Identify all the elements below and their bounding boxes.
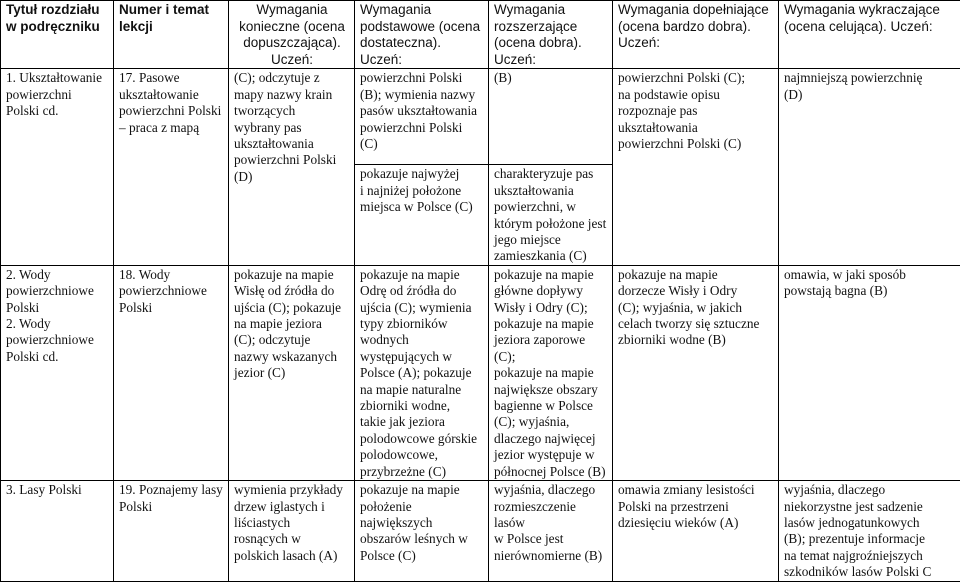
cell-wykraczajace: wyjaśnia, dlaczego niekorzystne jest sadzenie lasów jednogatunkowych (B); prezentuje informacje na temat najgroźniejszych szkodników lasów Polski C [779,481,960,582]
header-row [1,1,960,69]
cell-dopelniajace: pokazuje na mapie dorzecze Wisły i Odry (C); wyjaśnia, w jakich celach tworzy się sztuczne zbiorniki wodne (B) [613,265,779,480]
header-chapter: Tytuł rozdziału w podręczniku [1,1,114,69]
cell-chapter: 1. Ukształtowanie powierzchni Polski cd. [1,69,114,265]
cell-chapter: 3. Lasy Polski [1,481,114,582]
table-row [1,69,960,165]
cell-lesson: 18. Wody powierzchniowe Polski [114,265,229,480]
table-row [1,265,960,480]
header-dopelniajace: Wymagania dopełniające (ocena bardzo dobra). Uczeń: [613,1,779,69]
cell-lesson: 19. Poznajemy lasy Polski [114,481,229,582]
cell-rozszerzajace: wyjaśnia, dlaczego rozmieszczenie lasów w Polsce jest nierównomierne (B) [489,481,613,582]
header-podstawowe: Wymagania podstawowe (ocena dostateczna). Uczeń: [355,1,489,69]
cell-konieczne: pokazuje na mapie Wisłę od źródła do ujścia (C); pokazuje na mapie jeziora (C); odczytuje nazwy wskazanych jezior (C) [229,265,355,480]
cell-rozszerzajace: pokazuje na mapie główne dopływy Wisły i Odry (C); pokazuje na mapie jeziora zaporowe (C); pokazuje na mapie największe obszary bagienne w Polsce (C); wyjaśnia, dlaczego najwięcej jezior występuje w północnej Polsce (B) [489,265,613,480]
cell-rozszerzajace: charakteryzuje pas ukształtowania powierzchni, w którym położone jest jego miejsce zamieszkania (C) [489,165,613,265]
cell-podstawowe: pokazuje najwyżej i najniżej położone miejsca w Polsce (C) [355,165,489,265]
cell-konieczne: (C); odczytuje z mapy nazwy krain tworzących wybrany pas ukształtowania powierzchni Polski (D) [229,69,355,265]
cell-wykraczajace: omawia, w jaki sposób powstają bagna (B) [779,265,960,480]
cell-dopelniajace: powierzchni Polski (C); na podstawie opisu rozpoznaje pas ukształtowania powierzchni Polski (C) [613,69,779,265]
cell-lesson: 17. Pasowe ukształtowanie powierzchni Polski – praca z mapą [114,69,229,265]
header-lesson: Numer i temat lekcji [114,1,229,69]
cell-rozszerzajace: (B) [489,69,613,165]
header-konieczne: Wymagania konieczne (ocena dopuszczająca). Uczeń: [229,1,355,69]
cell-podstawowe: pokazuje na mapie Odrę od źródła do ujścia (C); wymienia typy zbiorników wodnych występujących w Polsce (A); pokazuje na mapie naturalne zbiorniki wodne, takie jak jeziora polodowcowe górskie polodowcowe, przybrzeżne (C) [355,265,489,480]
cell-wykraczajace: najmniejszą powierzchnię (D) [779,69,960,265]
cell-chapter: 2. Wody powierzchniowe Polski 2. Wody powierzchniowe Polski cd. [1,265,114,480]
cell-podstawowe: pokazuje na mapie położenie największych obszarów leśnych w Polsce (C) [355,481,489,582]
header-wykraczajace: Wymagania wykraczające (ocena celująca). Uczeń: [779,1,960,69]
cell-konieczne: wymienia przykłady drzew iglastych i liściastych rosnących w polskich lasach (A) [229,481,355,582]
table-row [1,481,960,582]
header-rozszerzajace: Wymagania rozszerzające (ocena dobra). Uczeń: [489,1,613,69]
cell-dopelniajace: omawia zmiany lesistości Polski na przestrzeni dziesięciu wieków (A) [613,481,779,582]
cell-podstawowe: powierzchni Polski (B); wymienia nazwy pasów ukształtowania powierzchni Polski (C) [355,69,489,165]
